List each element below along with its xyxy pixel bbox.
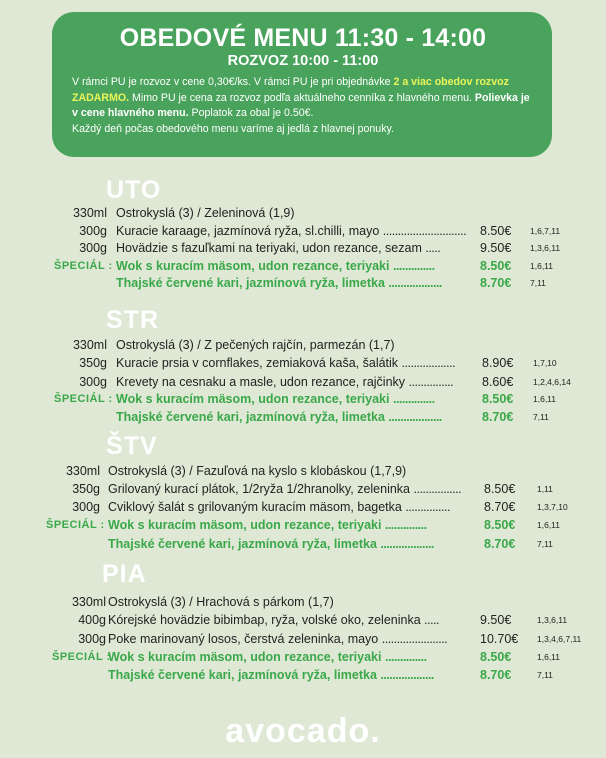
item-allergens: 1,6,11: [530, 261, 554, 271]
item-allergens: 7,11: [533, 412, 549, 422]
item-price: 9.50€: [480, 613, 512, 627]
banner-text-5: Poplatok za obal je 0.50€.: [188, 107, 314, 119]
banner-text: [72, 75, 534, 137]
item-allergens: 7,11: [530, 278, 546, 288]
item-price: 8.50€: [480, 224, 512, 238]
item-name: [116, 355, 455, 371]
item-dots: ..............: [392, 392, 435, 406]
item-weight: 300g: [79, 241, 107, 255]
item-allergens: 1,6,11: [533, 394, 557, 404]
menu-row: [0, 536, 606, 552]
item-name-text: Kórejské hovädzie bibimbap, ryža, volské oko, zeleninka: [108, 613, 421, 627]
menu-row: [0, 275, 606, 291]
item-name-text: Kuracie karaage, jazmínová ryža, sl.chilli, mayo: [116, 224, 380, 238]
banner-text-3: Mimo PU je cena za rozvoz podľa aktuálneho cenníka z hlavného menu.: [129, 91, 475, 104]
item-price: 8.60€: [482, 375, 514, 389]
item-price: 9.50€: [480, 241, 512, 255]
item-name-text: Wok s kuracím mäsom, udon rezance, teriyaki: [116, 259, 390, 273]
menu-row: [0, 258, 606, 274]
banner-subtitle: ROZVOZ 10:00 - 11:00: [227, 53, 379, 69]
item-name-text: Ostrokyslá (3) / Zeleninová (1,9): [116, 206, 295, 220]
menu-row: [0, 594, 606, 610]
item-name-text: Thajské červené kari, jazmínová ryža, limetka: [116, 276, 385, 290]
item-name: [116, 205, 295, 221]
item-allergens: 1,6,11: [537, 520, 561, 530]
menu-row: [0, 481, 606, 497]
item-name: [108, 481, 461, 497]
menu-row: [0, 517, 606, 533]
item-weight: 400g: [78, 613, 106, 627]
item-name: [108, 594, 334, 610]
item-price: 8.70€: [484, 537, 516, 551]
item-name: [108, 536, 434, 552]
menu-row: [0, 240, 606, 256]
special-label: ŠPECIÁL :: [52, 651, 111, 663]
info-banner: [52, 12, 552, 157]
menu-row: [0, 205, 606, 221]
item-price: 8.50€: [484, 482, 516, 496]
item-name: [108, 463, 406, 479]
item-allergens: 1,3,7,10: [537, 502, 568, 512]
item-price: 8.70€: [482, 410, 514, 424]
item-price: 10.70€: [480, 632, 519, 646]
item-name-text: Thajské červené kari, jazmínová ryža, limetka: [116, 410, 385, 424]
menu-row: [0, 649, 606, 665]
item-dots: ................: [413, 482, 462, 496]
special-label: ŠPECIÁL :: [54, 260, 113, 272]
item-name: [116, 409, 442, 425]
item-allergens: 7,11: [537, 539, 553, 549]
item-allergens: 1,3,6,11: [537, 615, 568, 625]
item-price: 8.50€: [480, 259, 512, 273]
item-allergens: 1,7,10: [533, 358, 557, 368]
item-name: [116, 374, 453, 390]
item-name: [116, 337, 395, 353]
item-dots: ..................: [380, 668, 434, 682]
menu-row: [0, 355, 606, 371]
item-name: [108, 649, 427, 665]
menu-row: [0, 391, 606, 407]
item-name: [108, 667, 434, 683]
item-name-text: Grilovaný kurací plátok, 1/2ryža 1/2hranolky, zeleninka: [108, 482, 411, 496]
item-price: 8.50€: [484, 518, 516, 532]
item-weight: 300g: [72, 500, 100, 514]
item-price: 8.70€: [480, 668, 512, 682]
item-name-text: Thajské červené kari, jazmínová ryža, limetka: [108, 668, 377, 682]
item-allergens: 1,6,11: [537, 652, 561, 662]
menu-row: [0, 499, 606, 515]
menu-row: [0, 337, 606, 353]
item-name: [108, 499, 450, 515]
item-dots: ..................: [388, 276, 442, 290]
logo: avocado.: [225, 712, 381, 750]
item-name-text: Thajské červené kari, jazmínová ryža, limetka: [108, 537, 377, 551]
item-weight: 300g: [78, 632, 106, 646]
item-dots: ............................: [382, 224, 467, 238]
day-heading: PIA: [102, 560, 147, 588]
banner-text-free-delivery: 2 a viac obedov rozvoz ZADARMO.: [72, 76, 509, 104]
day-heading: STR: [106, 306, 159, 334]
item-price: 8.50€: [480, 650, 512, 664]
menu-row: [0, 463, 606, 479]
item-weight: 330ml: [71, 595, 106, 609]
item-name: [108, 517, 427, 533]
banner-text-1: V rámci PU je rozvoz v cene 0,30€/ks. V rámci PU je pri objednávke: [72, 76, 394, 88]
special-label: ŠPECIÁL :: [54, 393, 113, 405]
item-name: [108, 612, 439, 628]
item-dots: ..................: [388, 410, 442, 424]
item-dots: ...............: [405, 500, 450, 514]
item-dots: .....: [424, 613, 440, 627]
item-weight: 330ml: [72, 206, 107, 220]
item-name: [116, 391, 435, 407]
item-allergens: 1,6,7,11: [530, 226, 561, 236]
item-weight: 330ml: [65, 464, 100, 478]
item-dots: ..................: [380, 537, 434, 551]
item-name: [116, 275, 442, 291]
item-name-text: Cviklový šalát s grilovaným kuracím mäsom, bagetka: [108, 500, 402, 514]
item-name: [108, 631, 447, 647]
item-name: [116, 223, 466, 239]
item-name: [116, 240, 440, 256]
item-weight: 350g: [72, 482, 100, 496]
banner-title: OBEDOVÉ MENU 11:30 - 14:00: [119, 24, 487, 52]
item-name-text: Wok s kuracím mäsom, udon rezance, teriyaki: [108, 650, 382, 664]
item-dots: ..............: [384, 518, 427, 532]
item-dots: ......................: [381, 632, 448, 646]
item-weight: 350g: [79, 356, 107, 370]
item-price: 8.50€: [482, 392, 514, 406]
item-name-text: Ostrokyslá (3) / Fazuľová na kyslo s klobáskou (1,7,9): [108, 464, 407, 478]
item-allergens: 7,11: [537, 670, 553, 680]
item-name-text: Hovädzie s fazuľkami na teriyaki, udon rezance, sezam: [116, 241, 422, 255]
item-name-text: Wok s kuracím mäsom, udon rezance, teriyaki: [108, 518, 382, 532]
item-dots: ..............: [392, 259, 435, 273]
item-dots: .....: [425, 241, 441, 255]
special-label: ŠPECIÁL :: [46, 519, 105, 531]
day-heading: UTO: [106, 176, 162, 204]
menu-row: [0, 409, 606, 425]
item-allergens: 1,2,4,6,14: [533, 377, 571, 387]
item-name-text: Poke marinovaný losos, čerstvá zeleninka, mayo: [108, 632, 379, 646]
menu-row: [0, 612, 606, 628]
menu-row: [0, 223, 606, 239]
item-allergens: 1,3,4,6,7,11: [537, 634, 582, 644]
menu-row: [0, 667, 606, 683]
item-price: 8.70€: [484, 500, 516, 514]
day-heading: ŠTV: [106, 432, 158, 460]
item-weight: 300g: [79, 375, 107, 389]
item-dots: ..............: [384, 650, 427, 664]
menu-row: [0, 631, 606, 647]
item-price: 8.70€: [480, 276, 512, 290]
menu-row: [0, 374, 606, 390]
item-allergens: 1,3,6,11: [530, 243, 561, 253]
item-name-text: Ostrokyslá (3) / Hrachová s párkom (1,7): [108, 595, 334, 609]
item-name-text: Wok s kuracím mäsom, udon rezance, teriyaki: [116, 392, 390, 406]
banner-text-6: Každý deň počas obedového menu varíme aj jedlá z hlavnej ponuky.: [72, 122, 394, 135]
item-name: [116, 258, 435, 274]
item-weight: 330ml: [72, 338, 107, 352]
item-allergens: 1,11: [537, 484, 553, 494]
item-dots: ...............: [408, 375, 454, 389]
item-weight: 300g: [79, 224, 107, 238]
banner-text-soup: Polievka je v cene hlavného menu.: [72, 91, 530, 119]
item-name-text: Kuracie prsia v cornflakes, zemiaková kaša, šalátik: [116, 356, 399, 370]
item-price: 8.90€: [482, 356, 514, 370]
item-dots: ..................: [401, 356, 456, 370]
item-name-text: Krevety na cesnaku a masle, udon rezance, rajčinky: [116, 375, 406, 389]
item-name-text: Ostrokyslá (3) / Z pečených rajčín, parmezán (1,7): [116, 338, 395, 352]
